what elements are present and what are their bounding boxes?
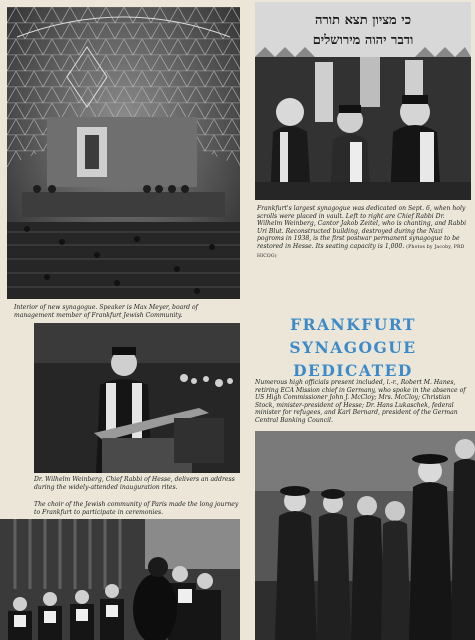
interior-caption: Interior of new synagogue. Speaker is Max Meyer, board of management member of Frankfurt Jewish Community. (14, 304, 198, 319)
title-line-2: SYNAGOGUE (289, 338, 417, 357)
rabbi-caption: Dr. Wilhelm Weinberg, Chief Rabbi of Hesse, delivers an address during the widely-attended inauguration rites. (34, 476, 235, 491)
holy-scrolls-photo (255, 2, 471, 200)
banner-hebrew-line2: ודבר יהוה מירושלים (312, 33, 414, 48)
officials-caption: Numerous high officials present included, l.-r., Robert M. Hanes, retiring ECA Mission chief in Germany, who spoke in the absence of US High Commissioner John J. McCloy; Mrs. McCloy; Christian Stock, minister-president of Hesse; Dr. Hans Lukaschek, federal minister for refugees, and Karl Bernard, president of the German Central Banking Council. (255, 379, 466, 424)
banner-hebrew-line1: כי מציון תצא תורה (314, 13, 412, 28)
synagogue-interior-photo (7, 7, 240, 299)
rabbi-podium-photo (34, 323, 240, 473)
officials-photo (255, 431, 475, 640)
choir-photo (0, 519, 240, 640)
scrolls-caption (257, 205, 471, 260)
photo-credit: (Photos by Jacoby, PRD HICOG) (257, 244, 465, 259)
scrolls-caption-text: Frankfurt's largest synagogue was dedicated on Sept. 6, when holy scrolls were placed in vault. Left to right are Chief Rabbi Dr. Wilhelm Weinberg, Cantor Jakob Zeitel, who is chanting, and Rabbi Uri Blut. Reconstructed building, destroyed during the Nazi pogroms in 1938, is the first postwar permanent synagogue to be restored in Hesse. Its seating capacity is 1,000. (257, 205, 467, 250)
title-line-3: DEDICATED (293, 361, 413, 380)
title-line-1: FRANKFURT (290, 315, 416, 334)
page-title (278, 313, 428, 382)
choir-caption: The choir of the Jewish community of Paris made the long journey to Frankfurt to participate in ceremonies. (34, 501, 239, 516)
